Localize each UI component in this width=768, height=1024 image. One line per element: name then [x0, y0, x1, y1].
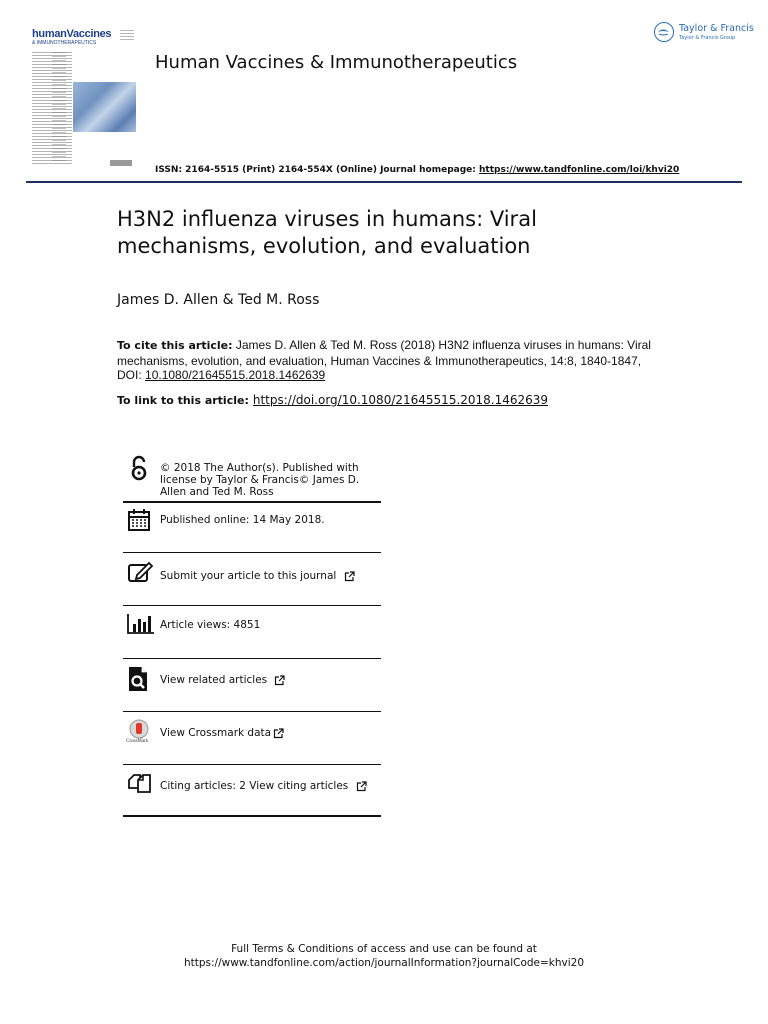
citing-icon [127, 772, 151, 796]
citation-text: James D. Allen & Ted M. Ross (2018) H3N2 influenza viruses in humans: Viral mechanisms, evolution, and evaluation, Human Vaccines & Immunotherapeutics, 14:8, 1840-1847, DOI: [117, 338, 651, 382]
cover-image [73, 82, 136, 132]
issn-text: ISSN: 2164-5515 (Print) 2164-554X (Online) Journal homepage: [155, 165, 480, 175]
views-text: Article views: 4851 [160, 619, 261, 631]
related-articles-link[interactable]: View related articles [160, 674, 268, 686]
citation-doi-link[interactable]: 10.1080/21645515.2018.1462639 [145, 368, 326, 382]
edit-icon [127, 560, 151, 584]
crossmark-icon [127, 719, 155, 743]
terms-line: Full Terms & Conditions of access and use can be found at [231, 943, 537, 955]
cover-brand: humanVaccines [32, 28, 112, 40]
journal-homepage-link[interactable]: https://www.tandfonline.com/loi/khvi20 [479, 165, 680, 175]
crossmark-badge-text: CrossMark [126, 739, 149, 744]
header-divider [26, 181, 742, 183]
license-text: © 2018 The Author(s). Published with license by Taylor & Francis© James D. Allen and Ted M. Ross [160, 462, 360, 498]
open-access-icon [127, 455, 151, 479]
article-title: H3N2 influenza viruses in humans: Viral mechanisms, evolution, and evaluation [117, 207, 537, 258]
citation-label: To cite this article: [117, 339, 233, 352]
article-authors: James D. Allen & Ted M. Ross [117, 292, 320, 308]
external-link-icon [274, 675, 285, 686]
search-document-icon [127, 666, 151, 690]
publisher-logo-icon [654, 22, 674, 42]
cover-brand-sub: & IMMUNOTHERAPEUTICS [32, 40, 97, 46]
journal-title: Human Vaccines & Immunotherapeutics [155, 52, 518, 73]
citation-block [117, 338, 662, 383]
publisher-group: Taylor & Francis Group [679, 35, 736, 41]
citing-articles-link[interactable]: Citing articles: 2 View citing articles [160, 780, 349, 792]
external-link-icon [356, 781, 367, 792]
published-text: Published online: 14 May 2018. [160, 514, 325, 526]
journal-cover [30, 28, 138, 170]
external-link-icon [344, 571, 355, 582]
article-doi-link[interactable]: https://doi.org/10.1080/21645515.2018.1462639 [252, 393, 549, 407]
crossmark-link[interactable]: View Crossmark data [160, 727, 272, 739]
issn-line [155, 165, 679, 175]
bar-chart-icon [127, 613, 151, 637]
publisher-name: Taylor & Francis [679, 23, 754, 34]
link-label: To link to this article: [117, 394, 249, 407]
terms-url[interactable]: https://www.tandfonline.com/action/journalInformation?journalCode=khvi20 [183, 957, 585, 969]
publisher-logo [654, 22, 754, 48]
article-link-row [117, 393, 548, 407]
calendar-icon [127, 508, 151, 532]
submit-article-link[interactable]: Submit your article to this journal [160, 570, 337, 582]
terms-footer [0, 942, 768, 970]
external-link-icon [273, 728, 284, 739]
